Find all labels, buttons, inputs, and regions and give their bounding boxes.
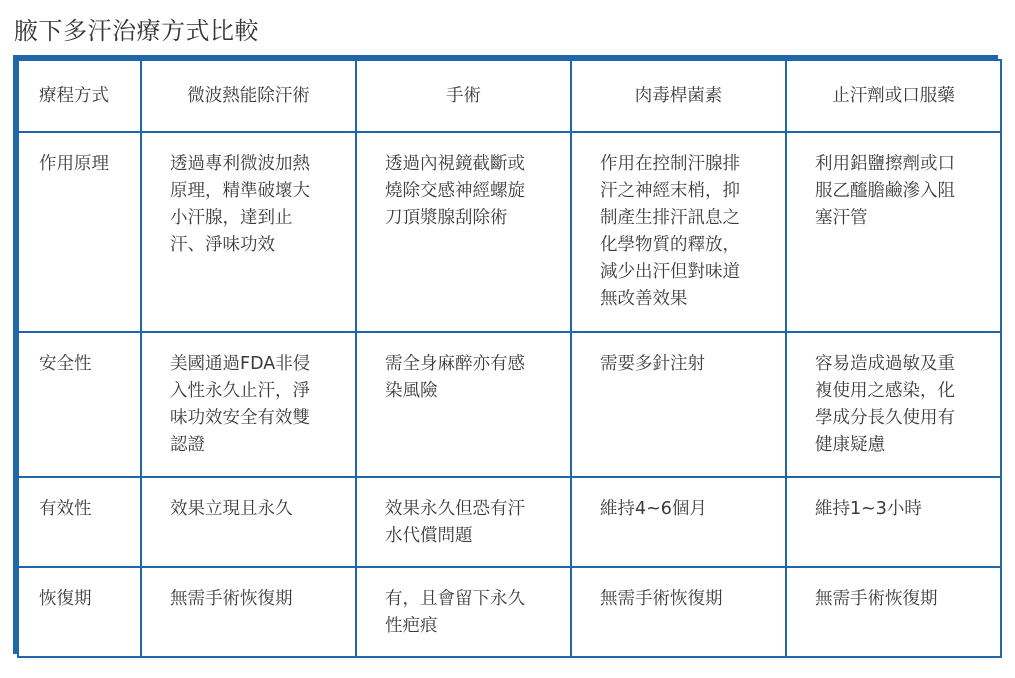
cell-text: 無需手術恢復期 <box>815 589 938 609</box>
page-title: 腋下多汗治療方式比較 <box>14 17 259 45</box>
table-row <box>19 568 1000 656</box>
header-treatment-method: 療程方式 <box>19 61 140 131</box>
table-cell <box>787 133 1000 331</box>
table-row <box>19 478 1000 566</box>
cell-text: 有，且會留下永久 性疤痕 <box>385 589 525 636</box>
cell-text: 無需手術恢復期 <box>600 589 723 609</box>
cell-text: 需要多針注射 <box>600 354 705 374</box>
row-label-safety: 安全性 <box>19 333 140 476</box>
table-cell <box>572 133 785 331</box>
table-cell <box>787 333 1000 476</box>
cell-text: 效果立現且永久 <box>170 499 293 519</box>
cell-text: 維持4~6個月 <box>600 499 707 519</box>
cell-text: 透過專利微波加熱 原理，精準破壞大 小汗腺，達到止 汗、淨味功效 <box>170 154 310 255</box>
table-cell <box>357 568 570 656</box>
table-cell <box>142 133 355 331</box>
cell-text: 效果永久但恐有汗 水代償問題 <box>385 499 525 546</box>
table-cell <box>357 478 570 566</box>
table-cell <box>572 568 785 656</box>
table-row <box>19 333 1000 476</box>
row-label-recovery: 恢復期 <box>19 568 140 656</box>
table-row <box>19 133 1000 331</box>
header-antiperspirant: 止汗劑或口服藥 <box>787 61 1000 131</box>
table-cell <box>572 333 785 476</box>
cell-text: 需全身麻醉亦有感 染風險 <box>385 354 525 401</box>
cell-text: 透過內視鏡截斷或 燒除交感神經螺旋 刀頂漿腺刮除術 <box>385 154 525 228</box>
cell-text: 美國通過FDA非侵 入性永久止汗，淨 味功效安全有效雙 認證 <box>170 354 311 455</box>
cell-text: 利用鋁鹽擦劑或口 服乙醯膽鹼滲入阻 塞汗管 <box>815 154 955 228</box>
header-surgery: 手術 <box>357 61 570 131</box>
table-cell <box>142 568 355 656</box>
cell-text: 無需手術恢復期 <box>170 589 293 609</box>
table-cell <box>357 133 570 331</box>
comparison-table-frame <box>13 55 998 654</box>
header-microwave: 微波熱能除汗術 <box>142 61 355 131</box>
row-label-mechanism: 作用原理 <box>19 133 140 331</box>
comparison-table <box>17 59 1002 658</box>
header-botox: 肉毒桿菌素 <box>572 61 785 131</box>
cell-text: 容易造成過敏及重 複使用之感染，化 學成分長久使用有 健康疑慮 <box>815 354 955 455</box>
table-cell <box>787 478 1000 566</box>
row-label-effectiveness: 有效性 <box>19 478 140 566</box>
table-cell <box>357 333 570 476</box>
table-cell <box>787 568 1000 656</box>
table-header-row <box>19 61 1000 131</box>
table-cell <box>142 333 355 476</box>
cell-text: 維持1~3小時 <box>815 499 922 519</box>
table-cell <box>142 478 355 566</box>
table-cell <box>572 478 785 566</box>
cell-text: 作用在控制汗腺排 汗之神經末梢，抑 制產生排汗訊息之 化學物質的釋放， 減少出汗但對味道 無改善效果 <box>600 154 740 309</box>
